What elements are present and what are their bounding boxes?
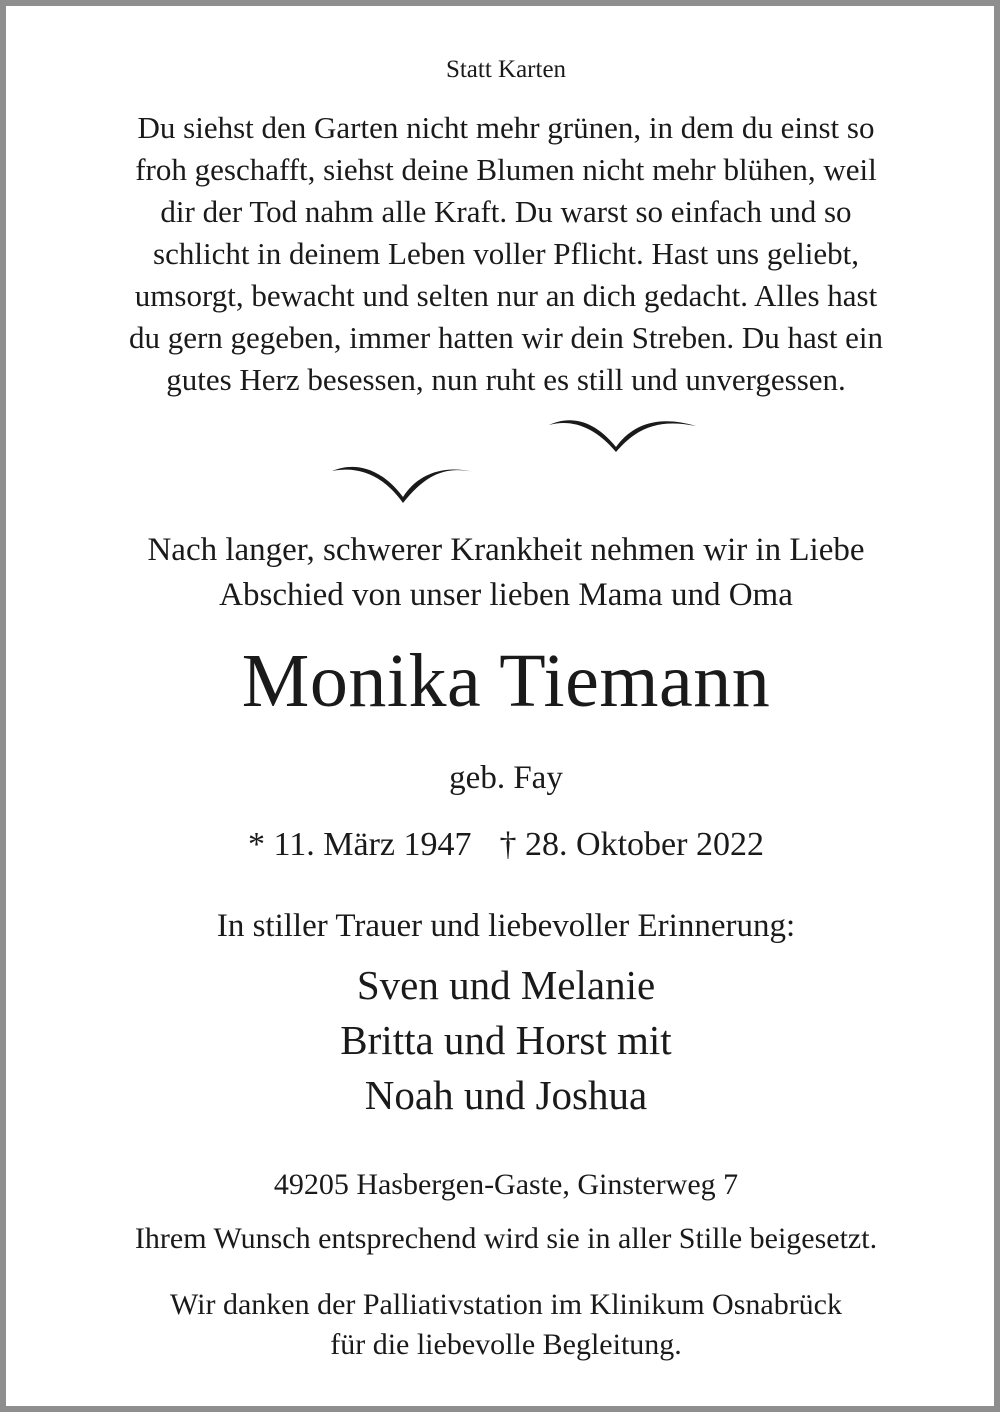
death-date: † 28. Oktober 2022	[499, 826, 764, 863]
announcement-line: Abschied von unser lieben Mama und Oma	[219, 577, 793, 613]
birth-name: geb. Fay	[449, 760, 563, 796]
poem-line: gutes Herz besessen, nun ruht es still und unvergessen.	[166, 362, 846, 397]
mourner-names-line: Noah und Joshua	[364, 1072, 648, 1118]
mourner-names-line: Britta und Horst mit	[340, 1017, 672, 1063]
poem-line: froh geschafft, siehst deine Blumen nicht mehr blühen, weil	[135, 152, 877, 187]
bird-right-icon	[549, 420, 696, 452]
address: 49205 Hasbergen-Gaste, Ginsterweg 7	[273, 1168, 739, 1201]
birth-date: * 11. März 1947	[248, 826, 472, 863]
mourners-intro: In stiller Trauer und liebevoller Erinnerung:	[216, 908, 796, 944]
thanks-line: für die liebevolle Begleitung.	[330, 1328, 682, 1361]
statt-karten-heading: Statt Karten	[445, 56, 567, 83]
poem-line: umsorgt, bewacht und selten nur an dich gedacht. Alles hast	[134, 278, 878, 313]
announcement-line: Nach langer, schwerer Krankheit nehmen wir in Liebe	[147, 532, 865, 568]
bird-left-icon	[332, 467, 474, 503]
poem-line: dir der Tod nahm alle Kraft. Du warst so einfach und so	[160, 194, 852, 229]
birds-illustration	[6, 6, 1000, 526]
deceased-name: Monika Tiemann	[241, 639, 771, 723]
poem-line: du gern gegeben, immer hatten wir dein Streben. Du hast ein	[128, 320, 884, 355]
poem-line: schlicht in deinem Leben voller Pflicht. Hast uns geliebt,	[153, 236, 859, 271]
poem-line: Du siehst den Garten nicht mehr grünen, in dem du einst so	[137, 110, 875, 145]
life-dates	[6, 826, 1000, 864]
thanks-line: Wir danken der Palliativstation im Klinikum Osnabrück	[170, 1288, 842, 1321]
mourner-names-line: Sven und Melanie	[356, 962, 656, 1008]
burial-note: Ihrem Wunsch entsprechend wird sie in aller Stille beigesetzt.	[134, 1222, 878, 1255]
